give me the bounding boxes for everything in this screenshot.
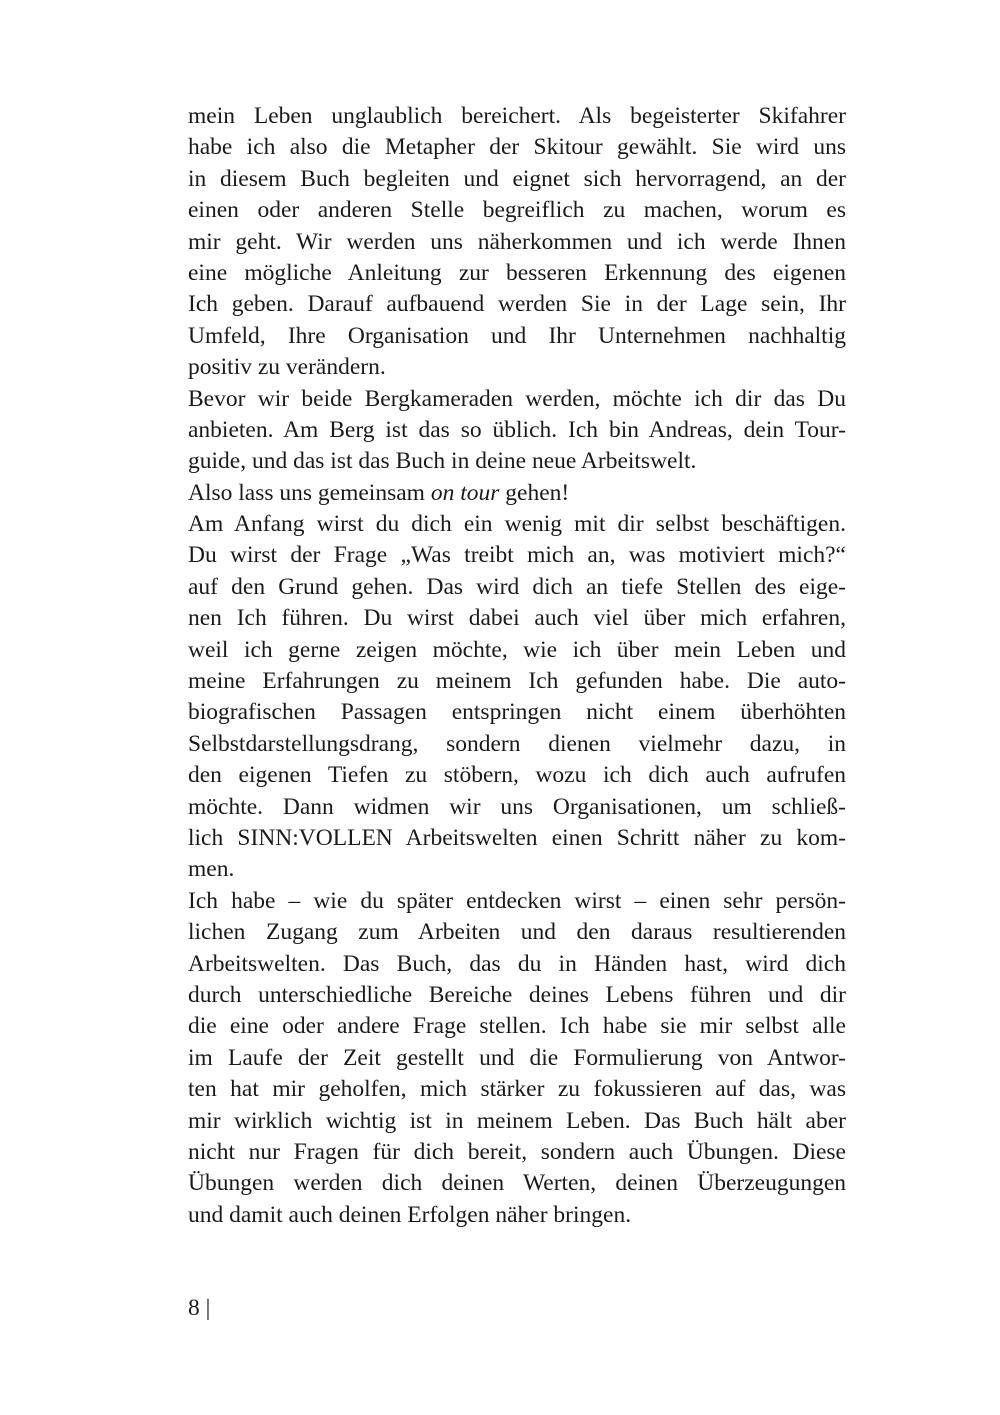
text-line: biografischen Passagen entspringen nicht einem überhöhten	[188, 699, 846, 726]
text-line: Arbeitswelten. Das Buch, das du in Händen hast, wird dich	[188, 950, 846, 977]
text-line: men.	[188, 856, 235, 883]
text-line: mir geht. Wir werden uns näherkommen und ich werde Ihnen	[188, 228, 846, 255]
text-line: ten hat mir geholfen, mich stärker zu fokussieren auf das, was	[188, 1076, 846, 1103]
text-line: möchte. Dann widmen wir uns Organisationen, um schließ-	[188, 793, 846, 820]
text-line: Übungen werden dich deinen Werten, deinen Überzeugungen	[188, 1170, 846, 1197]
text-line: mir wirklich wichtig ist in meinem Leben. Das Buch hält aber	[188, 1107, 846, 1134]
text-line: Ich habe – wie du später entdecken wirst – einen sehr persön-	[188, 887, 846, 914]
text-line: anbieten. Am Berg ist das so üblich. Ich bin Andreas, dein Tour-	[188, 416, 846, 443]
paragraph	[188, 509, 846, 886]
text-line: nicht nur Fragen für dich bereit, sondern auch Übungen. Diese	[188, 1138, 846, 1165]
body-text	[188, 101, 846, 1231]
italic-phrase: on tour	[430, 479, 500, 506]
text-line: Also lass uns gemeinsam on tour gehen!	[188, 479, 570, 506]
text-line: Ich geben. Darauf aufbauend werden Sie in der Lage sein, Ihr	[188, 291, 846, 318]
text-line: nen Ich führen. Du wirst dabei auch viel über mich erfahren,	[188, 605, 846, 632]
text-line: Am Anfang wirst du dich ein wenig mit dir selbst beschäftigen.	[188, 511, 846, 538]
text-line: einen oder anderen Stelle begreiflich zu machen, worum es	[188, 197, 846, 224]
text-line: weil ich gerne zeigen möchte, wie ich über mein Leben und	[188, 636, 846, 663]
text-line: habe ich also die Metapher der Skitour gewählt. Sie wird uns	[188, 134, 846, 161]
text-line: durch unterschiedliche Bereiche deines Lebens führen und dir	[188, 981, 846, 1008]
text-line: Umfeld, Ihre Organisation und Ihr Unternehmen nachhaltig	[188, 322, 846, 349]
text-line: in diesem Buch begleiten und eignet sich hervorragend, an der	[188, 165, 846, 192]
text-line: lichen Zugang zum Arbeiten und den daraus resultierenden	[188, 919, 846, 946]
text-line: im Laufe der Zeit gestellt und die Formulierung von Antwor-	[188, 1044, 846, 1071]
text-line: lich SINN:VOLLEN Arbeitswelten einen Schritt näher zu kom-	[188, 824, 846, 851]
text-line: guide, und das ist das Buch in deine neue Arbeitswelt.	[188, 448, 697, 475]
paragraph	[188, 478, 846, 509]
text-line: positiv zu verändern.	[188, 354, 386, 381]
page-number: 8 |	[188, 1295, 211, 1321]
paragraph	[188, 101, 846, 384]
text-line: die eine oder andere Frage stellen. Ich habe sie mir selbst alle	[188, 1013, 846, 1040]
text-line: Bevor wir beide Bergkameraden werden, möchte ich dir das Du	[188, 385, 846, 412]
text-line: und damit auch deinen Erfolgen näher bringen.	[188, 1201, 632, 1228]
paragraph	[188, 886, 846, 1231]
text-line: den eigenen Tiefen zu stöbern, wozu ich dich auch aufrufen	[188, 762, 846, 789]
text-line: Selbstdarstellungsdrang, sondern dienen vielmehr dazu, in	[188, 730, 846, 757]
text-line: Du wirst der Frage „Was treibt mich an, was motiviert mich?“	[188, 542, 846, 569]
text-line: auf den Grund gehen. Das wird dich an tiefe Stellen des eige-	[188, 573, 846, 600]
paragraph	[188, 384, 846, 478]
text-line: mein Leben unglaublich bereichert. Als begeisterter Skifahrer	[188, 103, 846, 129]
text-line: eine mögliche Anleitung zur besseren Erkennung des eigenen	[188, 259, 846, 286]
text-line: meine Erfahrungen zu meinem Ich gefunden habe. Die auto-	[188, 668, 846, 695]
